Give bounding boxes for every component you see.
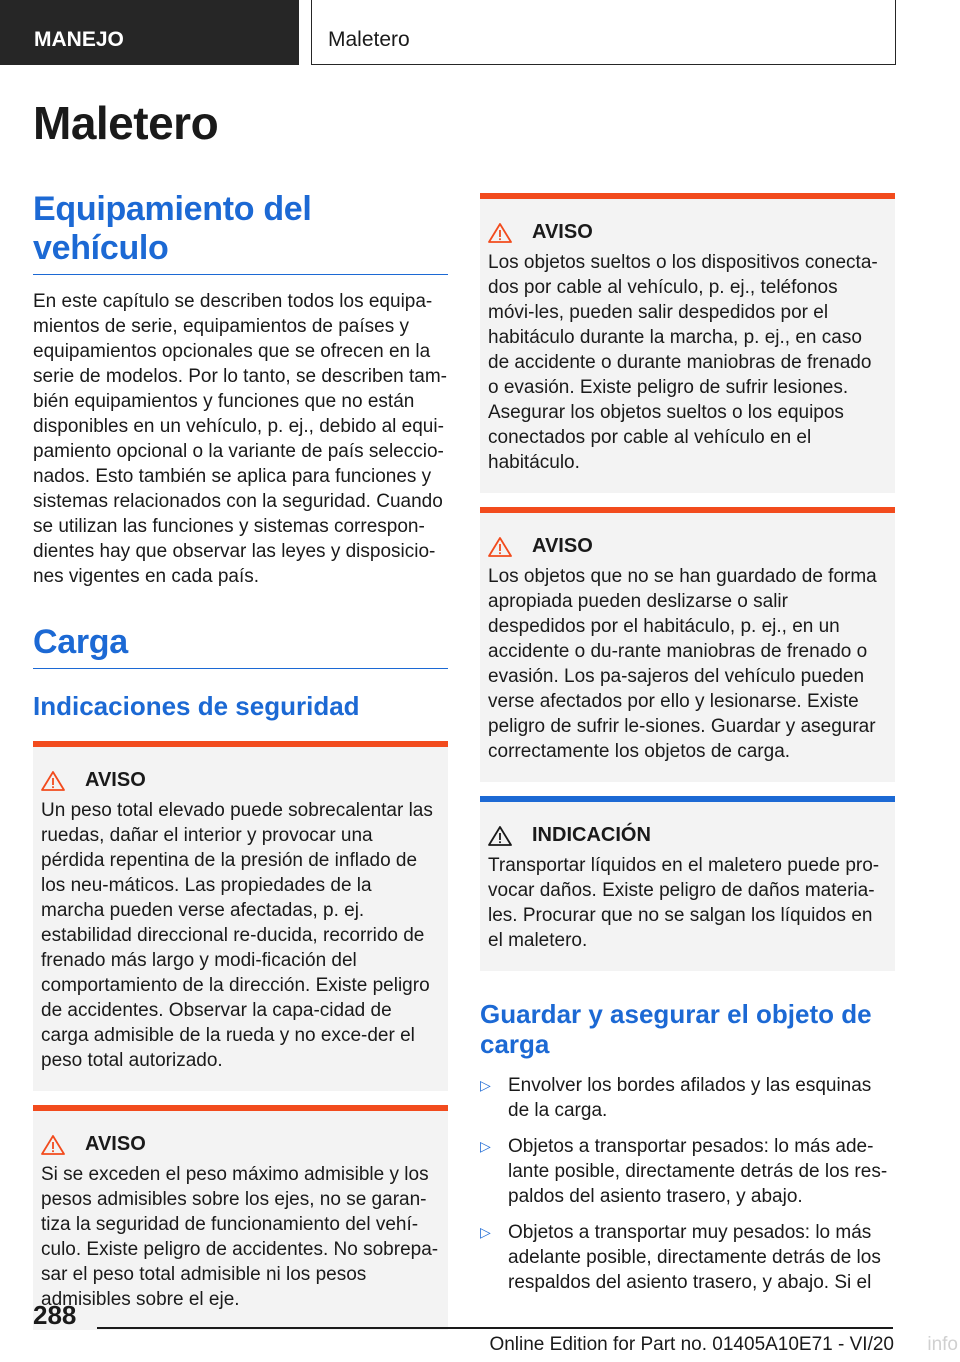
warning-label: AVISO bbox=[532, 535, 593, 557]
warning-text: Los objetos que no se han guardado de forma apropiada pueden deslizarse o salir despedidos por el habitáculo, p. ej., en un accidente o du-rante maniobras de frenado o evasión. Los pa-sajeros del vehículo pueden verse afectados por ello y lesionarse. Existe peligro de sufrir le-siones. Guardar y asegurar correctamente los objetos de carga. bbox=[488, 566, 877, 762]
section-heading-equipamiento: Equipamiento del vehículo bbox=[33, 190, 448, 275]
warning-box bbox=[33, 741, 448, 1091]
warning-text: Los objetos sueltos o los dispositivos conecta-dos por cable al vehículo, p. ej., teléfonos móvi-les, pueden salir despedidos por el habitáculo durante la marcha, p. ej., en caso de accidente o durante maniobras de frenado o evasión. Existe peligro de sufrir lesiones. Asegurar los objetos sueltos o los equipos conectados por cable al vehículo en el habitáculo. bbox=[488, 252, 878, 473]
header-section-tab: MANEJO bbox=[0, 0, 299, 65]
page-title: Maletero bbox=[33, 97, 219, 149]
warning-box bbox=[480, 507, 895, 782]
warning-text: Si se exceden el peso máximo admisible y los pesos admisibles sobre los ejes, no se garan-tiza la seguridad de funcionamiento del vehí-culo. Existe peligro de accidentes. No sobrepa-sar el peso total admisible ni los pesos admisibles sobre el eje. bbox=[41, 1164, 439, 1310]
list-item bbox=[480, 1220, 895, 1295]
notice-text: Transportar líquidos en el maletero puede pro-vocar daños. Existe peligro de daños materia-les. Procurar que no se salgan los líquidos en el maletero. bbox=[488, 855, 880, 951]
warning-text: Un peso total elevado puede sobrecalentar las ruedas, dañar el interior y provocar una pérdida repentina de la presión de inflado de los neu-máticos. Las propiedades de la marcha pueden verse afectadas, p. ej. estabilidad direccional re-ducida, recorrido de frenado más largo y modi-ficación del comportamiento de la dirección. Existe peligro de accidentes. Observar la capa-cidad de carga admisible de la rueda y no exce-der el peso total autorizado. bbox=[41, 800, 433, 1071]
warning-label: AVISO bbox=[85, 769, 146, 791]
section-heading-carga: Carga bbox=[33, 623, 448, 669]
triangle-bullet-icon: ▷ bbox=[480, 1224, 491, 1240]
warning-label: AVISO bbox=[532, 221, 593, 243]
list-item-text: Objetos a transportar pesados: lo más ade-lante posible, directamente detrás de los res-paldos del asiento trasero, y abajo. bbox=[508, 1136, 888, 1207]
equipamiento-paragraph: En este capítulo se describen todos los equipa-mientos de serie, equipamientos de países y equipamientos opcionales que se ofrecen en la serie de modelos. Por lo tanto, se describen tam-bién equipamientos y funciones que no están disponibles en un vehículo, p. ej., debido al equi-pamiento opcional o la variante de país seleccio-nados. Esto también se aplica para funciones y sistemas relacionados con la seguridad. Cuando se utilizan las funciones y sistemas correspon-dientes hay que observar las leyes y disposicio-nes vigentes en cada país. bbox=[33, 291, 447, 587]
header-chapter-title: Maletero bbox=[311, 0, 896, 65]
warning-box bbox=[33, 1105, 448, 1330]
triangle-bullet-icon: ▷ bbox=[480, 1077, 491, 1093]
instruction-list bbox=[480, 1073, 895, 1295]
subheading-indicaciones: Indicaciones de seguridad bbox=[33, 691, 360, 721]
warning-triangle-icon bbox=[488, 536, 528, 558]
warning-triangle-icon bbox=[488, 222, 528, 244]
left-column bbox=[33, 190, 448, 1330]
list-item bbox=[480, 1134, 895, 1209]
page-number: 288 bbox=[33, 1300, 77, 1330]
warning-box bbox=[480, 193, 895, 493]
notice-label: INDICACIÓN bbox=[532, 824, 651, 846]
warning-triangle-icon bbox=[41, 770, 81, 792]
list-item-text: Envolver los bordes afilados y las esquinas de la carga. bbox=[508, 1075, 872, 1121]
warning-triangle-icon bbox=[41, 1134, 81, 1156]
notice-box bbox=[480, 796, 895, 971]
notice-triangle-icon bbox=[488, 825, 528, 847]
triangle-bullet-icon: ▷ bbox=[480, 1138, 491, 1154]
list-item-text: Objetos a transportar muy pesados: lo más adelante posible, directamente detrás de los respaldos del asiento trasero, y abajo. Si el bbox=[508, 1222, 881, 1293]
watermark: info bbox=[927, 1334, 958, 1355]
warning-label: AVISO bbox=[85, 1133, 146, 1155]
list-item bbox=[480, 1073, 895, 1123]
footer-edition: Online Edition for Part no. 01405A10E71 - VI/20 bbox=[489, 1334, 894, 1355]
footer-divider bbox=[97, 1327, 893, 1329]
right-column bbox=[480, 193, 895, 1306]
subheading-guardar: Guardar y asegurar el objeto de carga bbox=[480, 999, 872, 1059]
